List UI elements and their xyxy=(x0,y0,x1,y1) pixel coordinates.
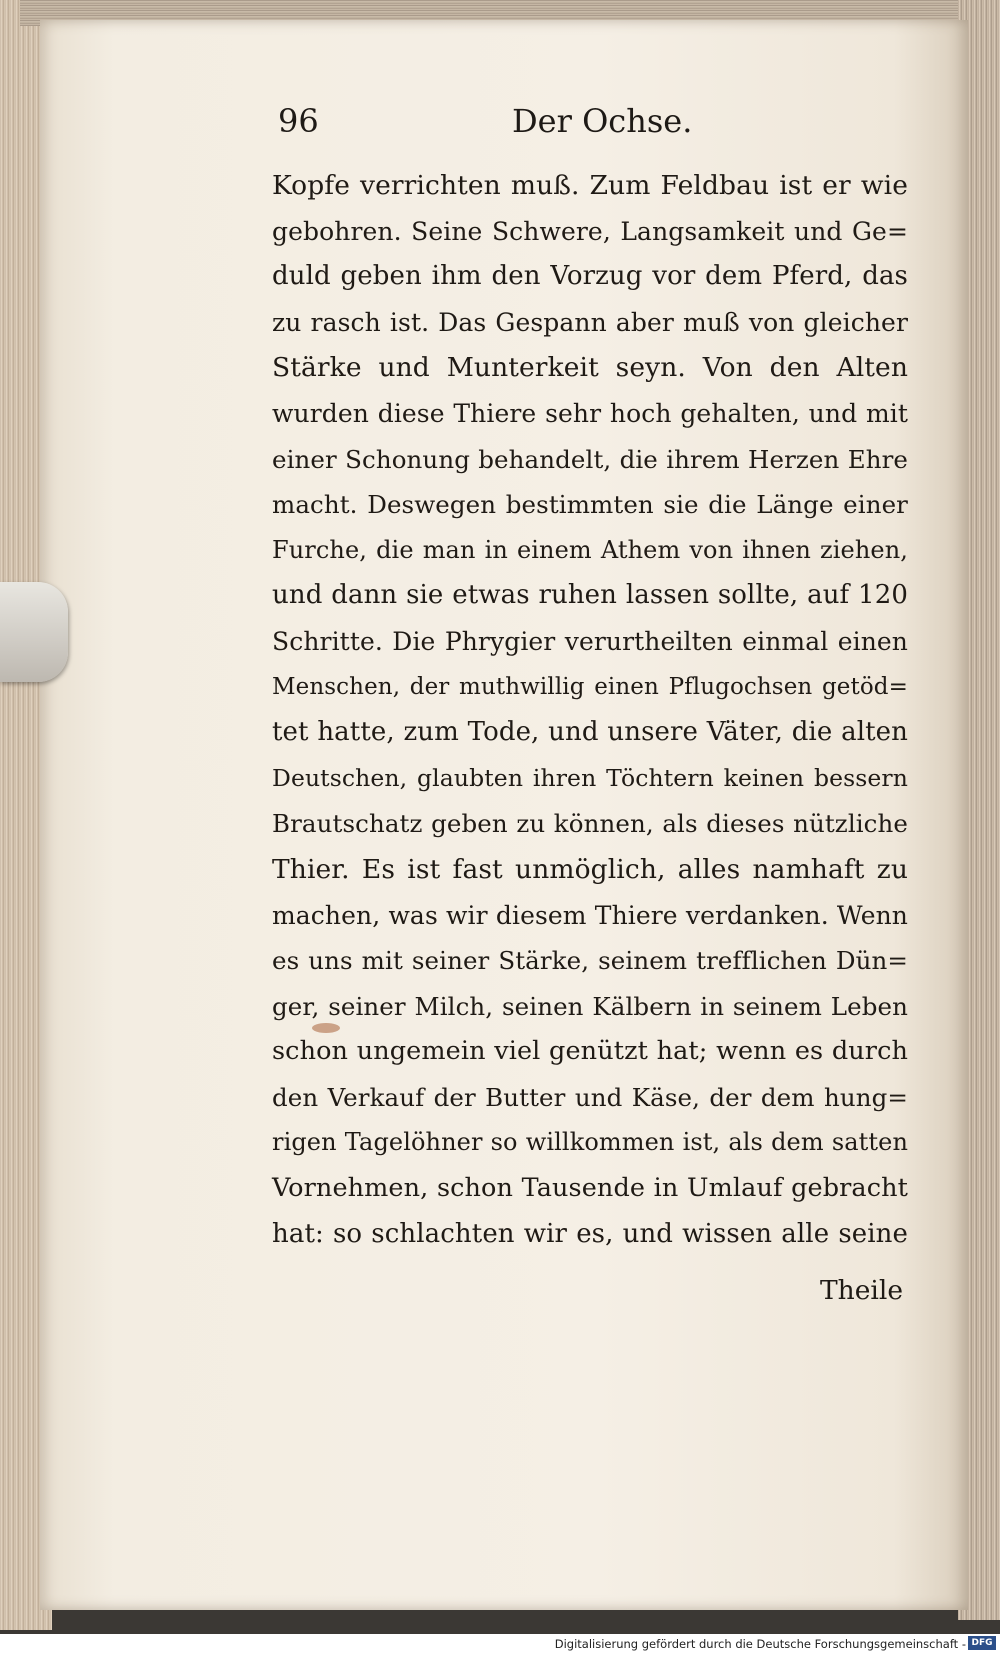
text-line: duld geben ihm den Vorzug vor dem Pferd, das xyxy=(272,261,908,292)
text-line: es uns mit seiner Stärke, seinem trefflichen Dün= xyxy=(272,946,908,976)
body-text xyxy=(272,163,908,1257)
text-line: ger, seiner Milch, seinen Kälbern in seinem Leben xyxy=(272,991,908,1021)
text-line: tet hatte, zum Tode, und unsere Väter, die alten xyxy=(272,717,908,748)
text-line: den Verkauf der Butter und Käse, der dem hung= xyxy=(272,1082,908,1112)
ink-stain xyxy=(312,1023,340,1033)
footer-credit: Digitalisierung gefördert durch die Deutsche Forschungsgemeinschaft - xyxy=(554,1637,966,1651)
text-line: und dann sie etwas ruhen lassen sollte, auf 120 xyxy=(272,580,908,611)
text-line: machen, was wir diesem Thiere verdanken. Wenn xyxy=(272,900,908,930)
text-line: Vornehmen, schon Tausende in Umlauf gebracht xyxy=(272,1173,908,1204)
catchword: Theile xyxy=(820,1275,904,1306)
text-line: Deutschen, glaubten ihren Töchtern keinen bessern xyxy=(272,763,908,792)
running-title: Der Ochse. xyxy=(512,102,693,140)
text-line: Brautschatz geben zu können, als dieses nützliche xyxy=(272,809,908,839)
text-line: einer Schonung behandelt, die ihrem Herzen Ehre xyxy=(272,444,908,474)
text-line: macht. Deswegen bestimmten sie die Länge einer xyxy=(272,490,908,520)
bookmark-tab xyxy=(0,582,68,682)
text-line: Schritte. Die Phrygier verurtheilten einmal einen xyxy=(272,626,908,656)
text-line: Thier. Es ist fast unmöglich, alles namhaft zu xyxy=(272,853,908,885)
text-line: wurden diese Thiere sehr hoch gehalten, und mit xyxy=(272,398,908,428)
text-line: Menschen, der muthwillig einen Pflugochsen getöd= xyxy=(272,673,908,700)
text-line: zu rasch ist. Das Gespann aber muß von gleicher xyxy=(272,307,908,337)
text-line: gebohren. Seine Schwere, Langsamkeit und Ge= xyxy=(272,216,908,246)
text-line: schon ungemein viel genützt hat; wenn es durch xyxy=(272,1036,908,1067)
page-number: 96 xyxy=(278,102,319,140)
dfg-logo-icon: DFG xyxy=(968,1636,996,1650)
text-line: Stärke und Munterkeit seyn. Von den Alten xyxy=(272,352,908,384)
text-line: hat: so schlachten wir es, und wissen alle seine xyxy=(272,1218,908,1249)
text-line: rigen Tagelöhner so willkommen ist, als dem satten xyxy=(272,1128,908,1157)
page-header xyxy=(0,102,1000,152)
text-line: Furche, die man in einem Athem von ihnen ziehen, xyxy=(272,535,908,564)
text-line: Kopfe verrichten muß. Zum Feldbau ist er wie xyxy=(272,170,908,201)
